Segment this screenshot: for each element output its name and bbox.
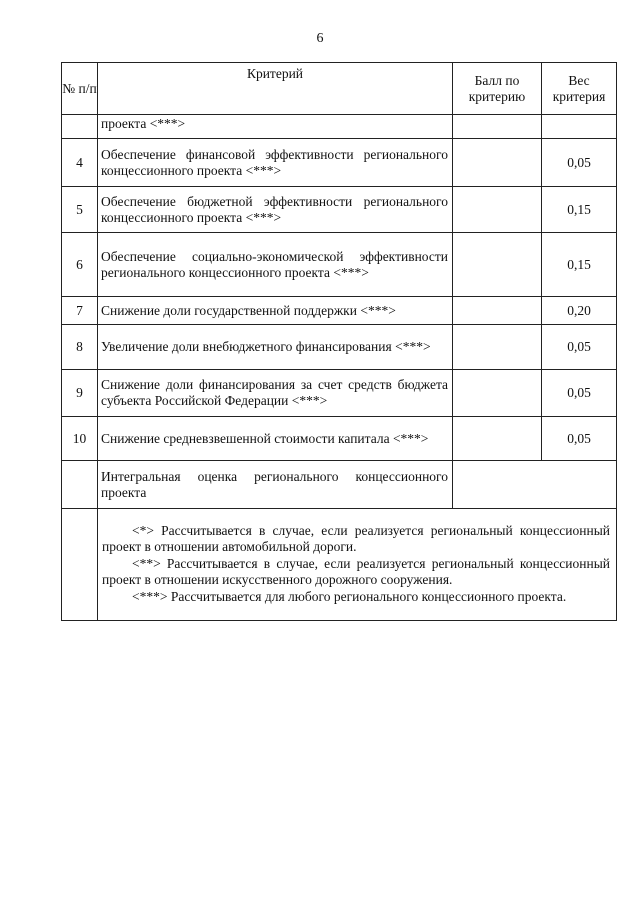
header-num: № п/п [62, 63, 98, 115]
row-num [62, 115, 98, 139]
row-weight: 0,05 [542, 370, 617, 417]
row-weight: 0,15 [542, 233, 617, 297]
row-score [453, 139, 542, 187]
page-number: 6 [316, 31, 324, 46]
row-score [453, 417, 542, 461]
row-weight: 0,20 [542, 297, 617, 325]
row-num: 9 [62, 370, 98, 417]
row-criterion: Снижение доли финансирования за счет средств бюджета субъекта Российской Федерации <***> [98, 370, 453, 417]
row-weight [542, 115, 617, 139]
row-score [453, 297, 542, 325]
row-num: 5 [62, 187, 98, 233]
table-row [62, 325, 617, 370]
row-weight: 0,05 [542, 325, 617, 370]
row-num [62, 461, 98, 509]
row-weight: 0,05 [542, 139, 617, 187]
header-weight: Вес критерия [542, 63, 617, 115]
row-criterion: Снижение средневзвешенной стоимости капитала <***> [98, 417, 453, 461]
row-num: 8 [62, 325, 98, 370]
row-criterion: Обеспечение социально-экономической эффективности регионального концессионного проекта <***> [98, 233, 453, 297]
criteria-table [61, 62, 617, 621]
row-criterion: Снижение доли государственной поддержки <***> [98, 297, 453, 325]
row-score [453, 325, 542, 370]
footnote: <***> Рассчитывается для любого регионального концессионного проекта. [132, 588, 567, 604]
row-score [453, 461, 617, 509]
footnotes-row [62, 509, 617, 621]
row-score [453, 370, 542, 417]
row-criterion: Интегральная оценка регионального концессионного проекта [98, 461, 453, 509]
row-score [453, 187, 542, 233]
footnotes-spacer [62, 509, 98, 621]
row-criterion: Обеспечение бюджетной эффективности регионального концессионного проекта <***> [98, 187, 453, 233]
row-num: 4 [62, 139, 98, 187]
table-row [62, 233, 617, 297]
row-num: 6 [62, 233, 98, 297]
header-score: Балл по критерию [453, 63, 542, 115]
row-criterion: проекта <***> [98, 115, 453, 139]
row-weight: 0,15 [542, 187, 617, 233]
row-criterion: Увеличение доли внебюджетного финансирования <***> [98, 325, 453, 370]
table-row [62, 297, 617, 325]
footnotes [98, 509, 617, 621]
table-row [62, 139, 617, 187]
table-row [62, 187, 617, 233]
header-criterion: Критерий [98, 63, 453, 115]
table-row [62, 417, 617, 461]
table-row [62, 115, 617, 139]
table-row [62, 370, 617, 417]
table-row [62, 461, 617, 509]
row-num: 7 [62, 297, 98, 325]
table-header-row [62, 63, 617, 115]
footnote: <**> Рассчитывается в случае, если реализуется региональный концессионный проект в отношении искусственного дорожного сооружения. [102, 555, 610, 588]
row-criterion: Обеспечение финансовой эффективности регионального концессионного проекта <***> [98, 139, 453, 187]
row-num: 10 [62, 417, 98, 461]
row-score [453, 233, 542, 297]
row-weight: 0,05 [542, 417, 617, 461]
footnote: <*> Рассчитывается в случае, если реализуется региональный концессионный проект в отношении автомобильной дороги. [102, 522, 610, 555]
row-score [453, 115, 542, 139]
